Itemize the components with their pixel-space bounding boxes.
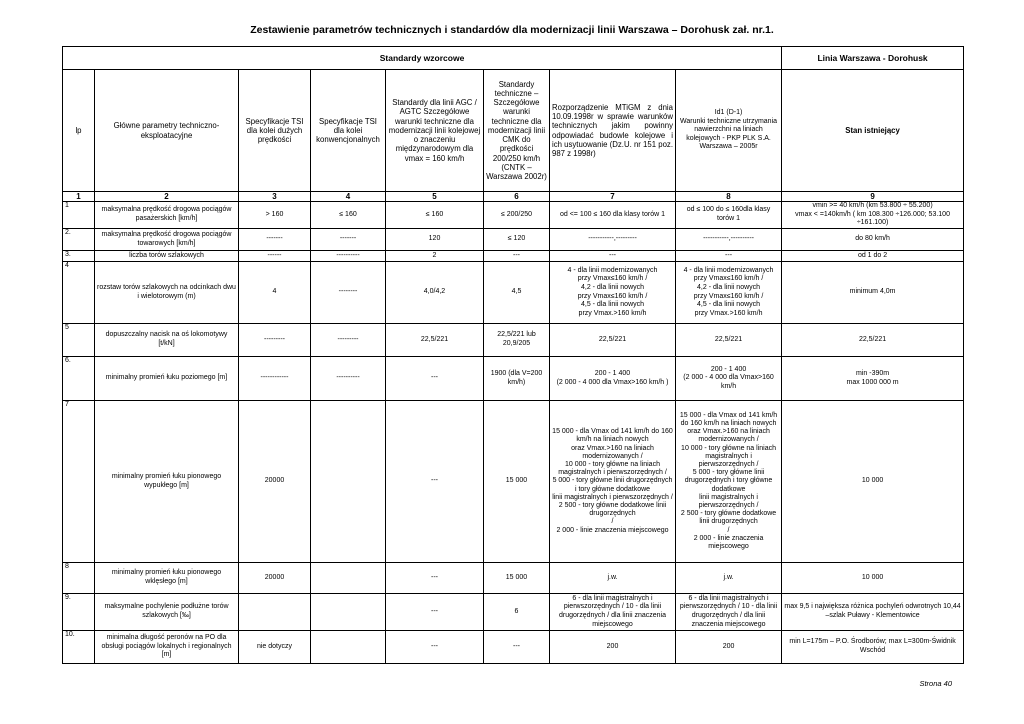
table-row — [63, 262, 964, 324]
row-param: dopuszczalny nacisk na oś lokomotywy [t/kN] — [95, 324, 239, 357]
cell-cmk: 4,5 — [484, 262, 550, 324]
row-param: liczba torów szlakowych — [95, 251, 239, 262]
cell-cmk: 22,5/221 lub 20,9/205 — [484, 324, 550, 357]
cell-agc: --- — [386, 631, 484, 664]
cell-agc: 2 — [386, 251, 484, 262]
cell-cmk: 6 — [484, 594, 550, 631]
table-row — [63, 251, 964, 262]
col-number: 9 — [782, 192, 964, 202]
cell-agc: --- — [386, 357, 484, 401]
cell-tsi-hs: --------- — [239, 324, 311, 357]
row-lp: 2. — [63, 229, 95, 251]
page-title: Zestawienie parametrów technicznych i standardów dla modernizacji linii Warszawa – Dorohusk zał. nr.1. — [250, 24, 774, 36]
cell-id1: j.w. — [676, 563, 782, 594]
cell-cmk: --- — [484, 251, 550, 262]
cell-mtigm: od <= 100 ≤ 160 dla klasy torów 1 — [550, 202, 676, 229]
cell-tsi-hs: 4 — [239, 262, 311, 324]
cell-current: 22,5/221 — [782, 324, 964, 357]
cell-current: max 9,5 i największa różnica pochyleń odwrotnych 10,44 –szlak Puławy - Klementowice — [782, 594, 964, 631]
row-param: minimalny promień łuku pionowego wypukłego [m] — [95, 401, 239, 563]
cell-cmk: --- — [484, 631, 550, 664]
col-number: 3 — [239, 192, 311, 202]
parameters-table — [62, 46, 964, 664]
col-header-agc: Standardy dla linii AGC / AGTC Szczegółowe warunki techniczne dla modernizacji linii kolejowej o znaczeniu międzynarodowym dla vmax = 160 km/h — [386, 70, 484, 192]
row-param: maksymalna prędkość drogowa pociągów towarowych [km/h] — [95, 229, 239, 251]
cell-id1: od ≤ 100 do ≤ 160dla klasy torów 1 — [676, 202, 782, 229]
col-header-tsi-hs: Specyfikacje TSI dla kolei dużych prędkości — [239, 70, 311, 192]
cell-tsi-hs: 20000 — [239, 401, 311, 563]
cell-id1: 22,5/221 — [676, 324, 782, 357]
cell-cmk: 15 000 — [484, 401, 550, 563]
cell-mtigm: j.w. — [550, 563, 676, 594]
row-param: minimalna długość peronów na PO dla obsługi pociągów lokalnych i regionalnych [m] — [95, 631, 239, 664]
row-param: rozstaw torów szlakowych na odcinkach dwu i wielotorowym (m) — [95, 262, 239, 324]
cell-tsi-conv — [311, 594, 386, 631]
cell-tsi-conv: ---------- — [311, 251, 386, 262]
col-header-id1: Id1 (D-1) Warunki techniczne utrzymania nawierzchni na liniach kolejowych - PKP PLK S.A. Warszawa – 2005r — [676, 70, 782, 192]
cell-current: vmin >= 40 km/h (km 53.800 ÷ 55.200) vmax < =140km/h ( km 108.300 ÷126.000; 53.100 ÷161.100) — [782, 202, 964, 229]
table-row — [63, 324, 964, 357]
cell-current: do 80 km/h — [782, 229, 964, 251]
col-header-cmk: Standardy techniczne – Szczegółowe warunki techniczne dla modernizacji linii CMK do prędkości 200/250 km/h (CNTK – Warszawa 2002r) — [484, 70, 550, 192]
table-row — [63, 563, 964, 594]
cell-cmk: ≤ 200/250 — [484, 202, 550, 229]
cell-tsi-conv: -------- — [311, 262, 386, 324]
cell-current: min L=175m – P.O. Środborów; max L=300m-Świdnik Wschód — [782, 631, 964, 664]
row-lp: 9. — [63, 594, 95, 631]
cell-agc: 120 — [386, 229, 484, 251]
table-row — [63, 631, 964, 664]
cell-current: od 1 do 2 — [782, 251, 964, 262]
table-row — [63, 357, 964, 401]
col-number: 5 — [386, 192, 484, 202]
row-param: maksymalna prędkość drogowa pociągów pasażerskich [km/h] — [95, 202, 239, 229]
cell-mtigm: 22,5/221 — [550, 324, 676, 357]
cell-agc: 4,0/4,2 — [386, 262, 484, 324]
row-lp: 5 — [63, 324, 95, 357]
cell-cmk: 15 000 — [484, 563, 550, 594]
cell-tsi-hs: ------ — [239, 251, 311, 262]
cell-mtigm: 15 000 - dla Vmax od 141 km/h do 160 km/h na liniach nowych oraz Vmax.>160 na liniach modernizowanych / 10 000 - tory główne na liniach magistralnych i pierwszorzędnych / 5 000 - tory główne linii drugorzędnych i tory główne dodatkowe linii magistralnych i pierwszorzędnych / 2 500 - tory główne dodatkowe linii drugorzędnych / 2 000 - linie znaczenia miejscowego — [550, 401, 676, 563]
cell-current: 10 000 — [782, 563, 964, 594]
col-number: 1 — [63, 192, 95, 202]
col-header-mtigm: Rozporządzenie MTiGM z dnia 10.09.1998r w sprawie warunków technicznych jakim powinny odpowiadać budowle kolejowe i ich usytuowanie (Dz.U. nr 151 poz. 987 z 1998r) — [550, 70, 676, 192]
cell-current: minimum 4,0m — [782, 262, 964, 324]
cell-agc: 22,5/221 — [386, 324, 484, 357]
row-param: minimalny promień łuku poziomego [m] — [95, 357, 239, 401]
group-line-header: Linia Warszawa - Dorohusk — [782, 47, 964, 70]
cell-tsi-conv: ≤ 160 — [311, 202, 386, 229]
cell-id1: 6 - dla linii magistralnych i pierwszorzędnych / 10 - dla linii drugorzędnych / dla linii znaczenia miejscowego — [676, 594, 782, 631]
cell-mtigm: 4 - dla linii modernizowanych przy Vmax≤160 km/h / 4,2 - dla linii nowych przy Vmax≤160 km/h / 4,5 - dla linii nowych przy Vmax.>160 km/h — [550, 262, 676, 324]
cell-tsi-hs: ------------ — [239, 357, 311, 401]
row-lp: 1 — [63, 202, 95, 229]
cell-id1: 200 - 1 400 (2 000 - 4 000 dla Vmax>160 km/h — [676, 357, 782, 401]
col-number: 7 — [550, 192, 676, 202]
cell-tsi-conv: ------- — [311, 229, 386, 251]
col-header-tsi-conv: Specyfikacje TSI dla kolei konwencjonalnych — [311, 70, 386, 192]
cell-id1: 200 — [676, 631, 782, 664]
cell-agc: --- — [386, 401, 484, 563]
row-lp: 3. — [63, 251, 95, 262]
cell-agc: --- — [386, 594, 484, 631]
cell-agc: ≤ 160 — [386, 202, 484, 229]
table-row — [63, 594, 964, 631]
row-lp: 4 — [63, 262, 95, 324]
cell-tsi-conv: --------- — [311, 324, 386, 357]
cell-id1: -----------,---------- — [676, 229, 782, 251]
cell-tsi-hs: nie dotyczy — [239, 631, 311, 664]
cell-mtigm: 200 - 1 400 (2 000 - 4 000 dla Vmax>160 km/h ) — [550, 357, 676, 401]
col-number: 4 — [311, 192, 386, 202]
col-header-current: Stan istniejący — [782, 70, 964, 192]
row-param: maksymalne pochylenie podłużne torów szlakowych [‰] — [95, 594, 239, 631]
cell-mtigm: 200 — [550, 631, 676, 664]
group-standards-header: Standardy wzorcowe — [63, 47, 782, 70]
row-lp: 10. — [63, 631, 95, 664]
table-row — [63, 202, 964, 229]
row-lp: 6. — [63, 357, 95, 401]
cell-tsi-conv: ---------- — [311, 357, 386, 401]
row-lp: 8 — [63, 563, 95, 594]
col-number: 2 — [95, 192, 239, 202]
cell-id1: --- — [676, 251, 782, 262]
cell-tsi-hs: > 160 — [239, 202, 311, 229]
cell-mtigm: -----------,--------- — [550, 229, 676, 251]
row-lp: 7 — [63, 401, 95, 563]
cell-current: 10 000 — [782, 401, 964, 563]
cell-tsi-hs — [239, 594, 311, 631]
cell-id1: 4 - dla linii modernizowanych przy Vmax≤160 km/h / 4,2 - dla linii nowych przy Vmax≤160 km/h / 4,5 - dla linii nowych przy Vmax.>160 km/h — [676, 262, 782, 324]
cell-agc: --- — [386, 563, 484, 594]
cell-tsi-conv — [311, 563, 386, 594]
cell-tsi-hs: 20000 — [239, 563, 311, 594]
row-param: minimalny promień łuku pionowego wklęsłego [m] — [95, 563, 239, 594]
page-number: Strona 40 — [919, 679, 952, 688]
table-row — [63, 401, 964, 563]
cell-current: min -390m max 1000 000 m — [782, 357, 964, 401]
cell-id1: 15 000 - dla Vmax od 141 km/h do 160 km/h na liniach nowych oraz Vmax.>160 na liniach modernizowanych / 10 000 - tory główne na liniach magistralnych i pierwszorzędnych / 5 000 - tory główne linii drugorzędnych i tory główne dodatkowe linii magistralnych i pierwszorzędnych / 2 500 - tory główne dodatkowe linii drugorzędnych / 2 000 - linie znaczenia miejscowego — [676, 401, 782, 563]
table-row — [63, 229, 964, 251]
col-header-param: Główne parametry techniczno-eksploatacyjne — [95, 70, 239, 192]
cell-tsi-conv — [311, 401, 386, 563]
col-number: 8 — [676, 192, 782, 202]
cell-tsi-hs: ------- — [239, 229, 311, 251]
cell-cmk: 1900 (dla V=200 km/h) — [484, 357, 550, 401]
cell-cmk: ≤ 120 — [484, 229, 550, 251]
cell-mtigm: 6 - dla linii magistralnych i pierwszorzędnych / 10 - dla linii drugorzędnych / dla linii znaczenia miejscowego — [550, 594, 676, 631]
col-number: 6 — [484, 192, 550, 202]
col-header-lp: lp — [63, 70, 95, 192]
cell-mtigm: --- — [550, 251, 676, 262]
cell-tsi-conv — [311, 631, 386, 664]
